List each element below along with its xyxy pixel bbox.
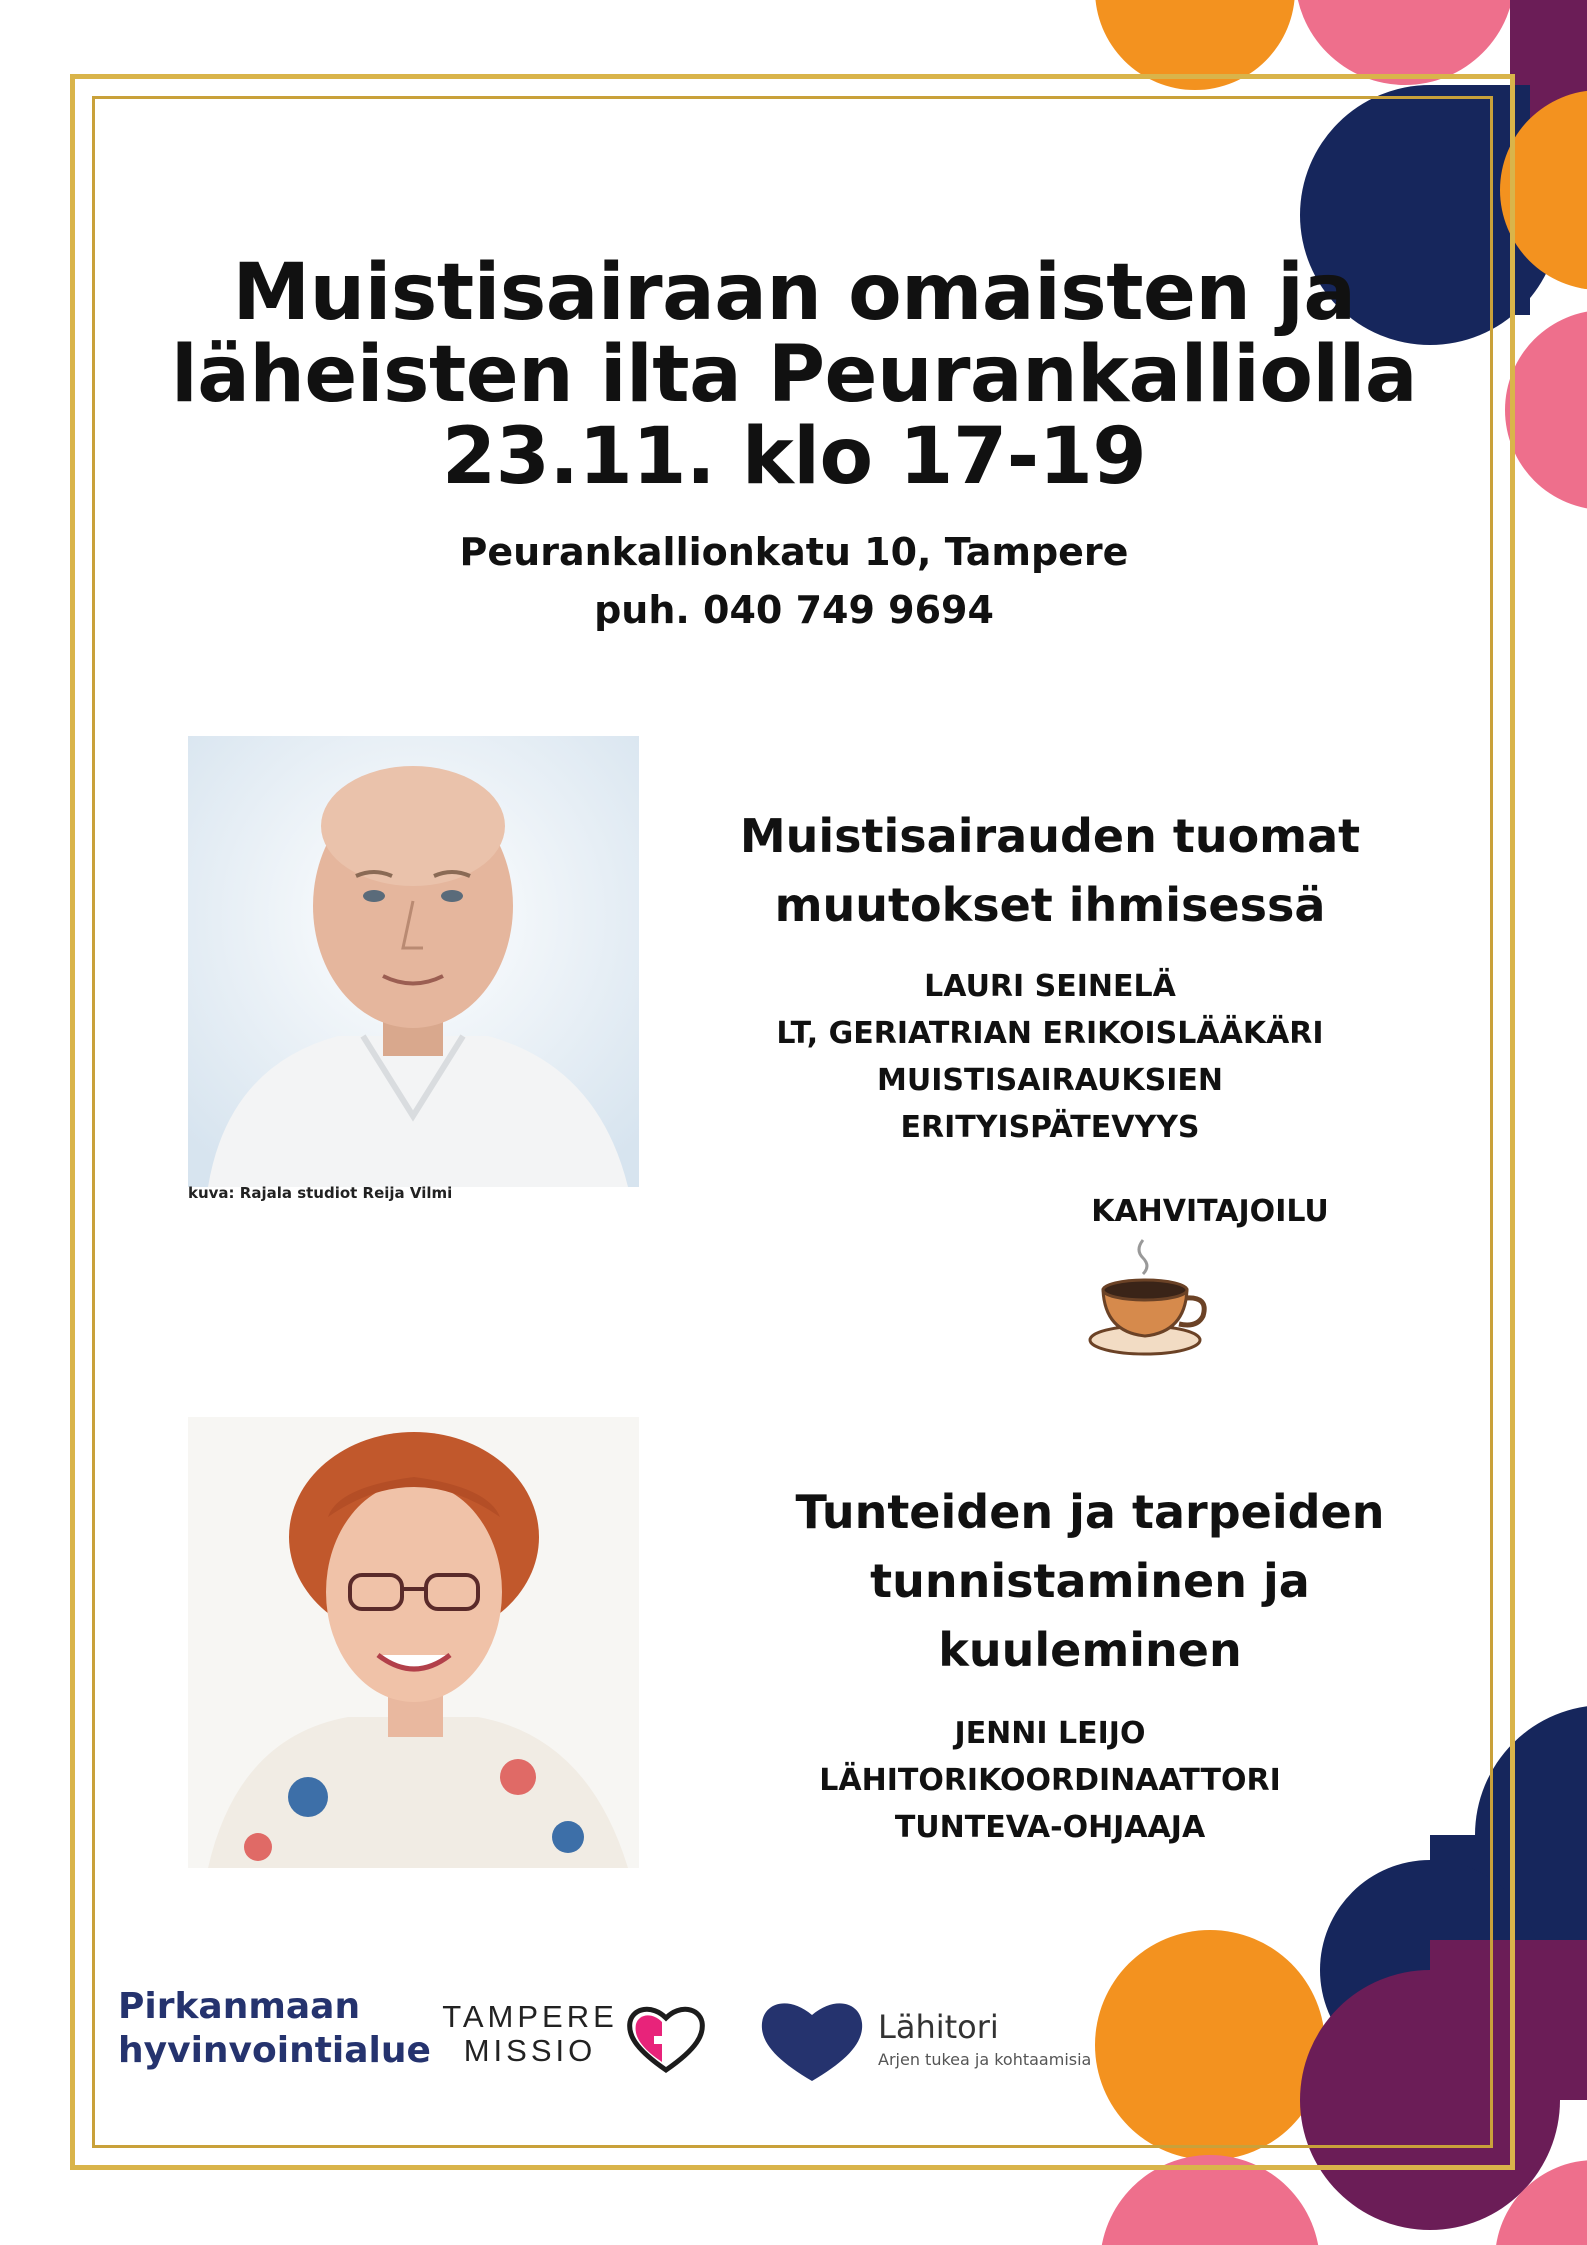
tampere-missio-logo-text [440,2000,620,2068]
event-title [130,248,1458,502]
coffee-cup-icon [1085,1232,1215,1362]
tampere-missio-line-1: TAMPERE [442,1999,618,2034]
tampere-missio-line-2: MISSIO [463,2033,597,2068]
talk1-title-line-1: Muistisairauden tuomat [739,809,1361,863]
speaker-photo-lauri [188,736,639,1187]
photo-credit: kuva: Rajala studiot Reija Vilmi [188,1184,453,1202]
pirkanmaa-logo-line-1: Pirkanmaan [118,1986,361,2027]
talk1-speaker [700,963,1400,1151]
speaker-line: LÄHITORIKOORDINAATTORI [819,1763,1281,1798]
talk2-title-line-1: Tunteiden ja tarpeiden [795,1485,1385,1539]
talk2-speaker [700,1710,1400,1851]
lahitori-tagline: Arjen tukea ja kohtaamisia [878,2050,1092,2069]
talk1-title [700,802,1400,940]
lahitori-name: Lähitori [878,2008,999,2046]
speaker-line: LAURI SEINELÄ [924,969,1176,1004]
speaker-line: MUISTISAIRAUKSIEN [877,1063,1223,1098]
event-location [130,523,1458,639]
talk2-title [740,1478,1440,1685]
deco-circle-pink-right [1505,310,1587,510]
coffee-label: KAHVITAJOILU [1091,1194,1329,1229]
speaker-line: TUNTEVA-OHJAAJA [894,1810,1206,1845]
title-line-3: 23.11. klo 17-19 [441,412,1147,502]
title-line-2: läheisten ilta Peurankalliolla [170,330,1418,420]
speaker-line: LT, GERIATRIAN ERIKOISLÄÄKÄRI [776,1016,1324,1051]
lahitori-heart-icon [758,1995,866,2085]
tampere-missio-heart-icon [624,2000,708,2076]
phone-number: puh. 040 749 9694 [594,588,994,632]
title-line-1: Muistisairaan omaisten ja [232,248,1356,338]
talk1-title-line-2: muutokset ihmisessä [774,878,1326,932]
address: Peurankallionkatu 10, Tampere [459,530,1129,574]
speaker-line: ERITYISPÄTEVYYS [900,1110,1200,1145]
speaker-photo-jenni [188,1417,639,1868]
talk2-title-line-3: kuuleminen [938,1623,1242,1677]
pirkanmaa-logo [118,1985,431,2073]
deco-circle-pink-top [1295,0,1515,85]
pirkanmaa-logo-line-2: hyvinvointialue [118,2030,431,2071]
speaker-line: JENNI LEIJO [954,1716,1146,1751]
talk2-title-line-2: tunnistaminen ja [870,1554,1310,1608]
